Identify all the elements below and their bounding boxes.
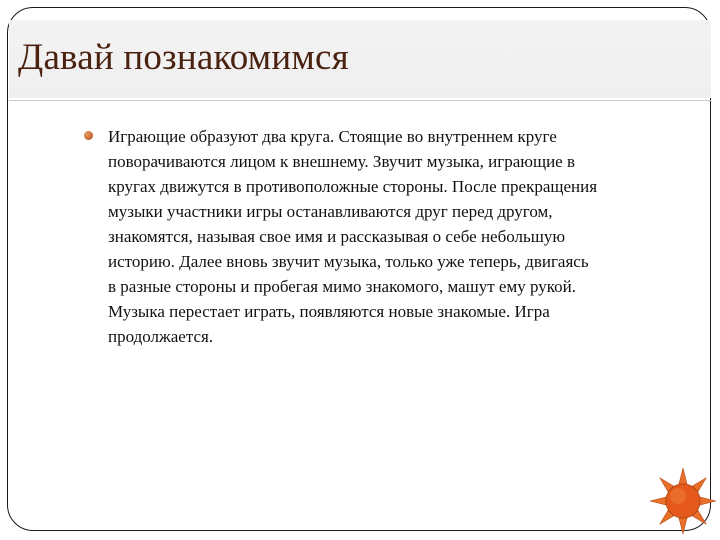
slide-body	[108, 124, 668, 349]
body-line: кругах движутся в противоположные стороны. После прекращения	[108, 177, 598, 196]
body-line: продолжается.	[108, 327, 214, 346]
title-divider	[9, 100, 711, 101]
slide-frame	[7, 7, 711, 531]
body-line: историю. Далее вновь звучит музыка, только уже теперь, двигаясь	[108, 252, 589, 271]
slide-title: Давай познакомимся	[18, 37, 349, 78]
body-line: Музыка перестает играть, появляются новые знакомые. Игра	[108, 302, 550, 321]
bullet-icon	[84, 131, 93, 140]
sun-icon	[648, 466, 718, 536]
body-line: поворачиваются лицом к внешнему. Звучит музыка, играющие в	[108, 152, 575, 171]
body-line: Играющие образуют два круга. Стоящие во внутреннем круге	[108, 127, 557, 146]
body-line: музыки участники игры останавливаются друг перед другом,	[108, 202, 553, 221]
body-line: в разные стороны и пробегая мимо знакомого, машут ему рукой.	[108, 277, 577, 296]
body-line: знакомятся, называя свое имя и рассказывая о себе небольшую	[108, 227, 566, 246]
